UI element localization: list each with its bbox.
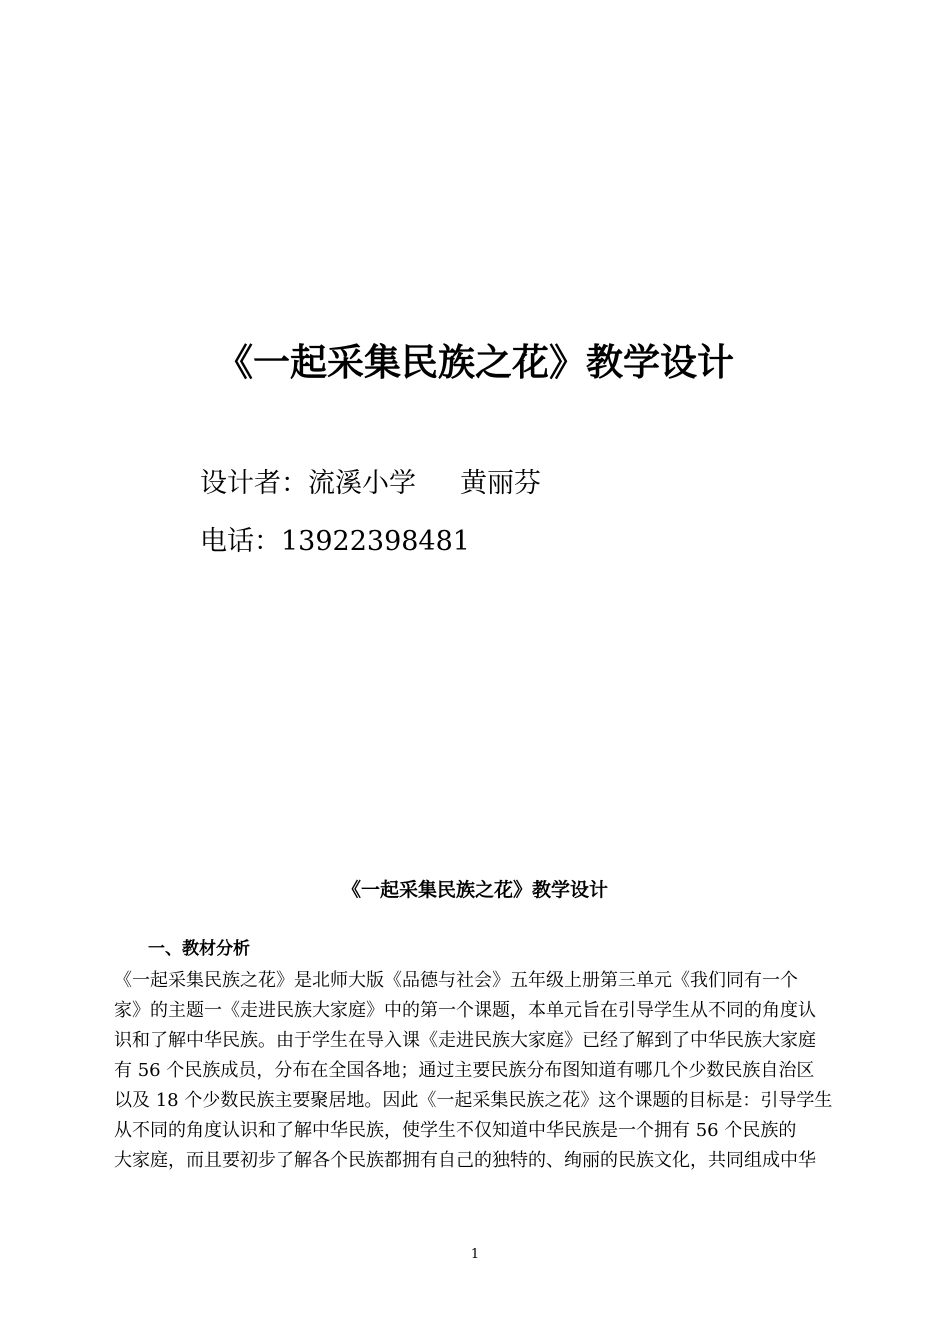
paragraph-line: 以及 18 个少数民族主要聚居地。因此《一起采集民族之花》这个课题的目标是：引导学生 [114,1090,833,1111]
page-number: 1 [470,1247,480,1262]
designer-name: 黄丽芬 [460,468,541,499]
section-heading: 一、教材分析 [148,939,250,959]
paragraph-line: 有 56 个民族成员，分布在全国各地；通过主要民族分布图知道有哪几个少数民族自治区 [114,1060,815,1081]
paragraph [114,966,844,1176]
document-title: 《一起采集民族之花》教学设计 [341,879,608,901]
designer-label: 设计者：流溪小学 [200,468,416,499]
paragraph-line: 家》的主题一《走进民族大家庭》中的第一个课题，本单元旨在引导学生从不同的角度认 [114,1000,816,1021]
paragraph-line: 识和了解中华民族。由于学生在导入课《走进民族大家庭》已经了解到了中华民族大家庭 [114,1030,816,1051]
paragraph-line: 大家庭，而且要初步了解各个民族都拥有自己的独特的、绚丽的民族文化，共同组成中华 [114,1150,816,1171]
paragraph-line: 从不同的角度认识和了解中华民族，使学生不仅知道中华民族是一个拥有 56 个民族的 [114,1120,797,1141]
paragraph-line: 《一起采集民族之花》是北师大版《品德与社会》五年级上册第三单元《我们同有一个 [114,970,798,991]
designer-line [200,466,541,502]
cover-title: 《一起采集民族之花》教学设计 [216,341,734,384]
phone-line: 电话：13922398481 [200,526,470,557]
